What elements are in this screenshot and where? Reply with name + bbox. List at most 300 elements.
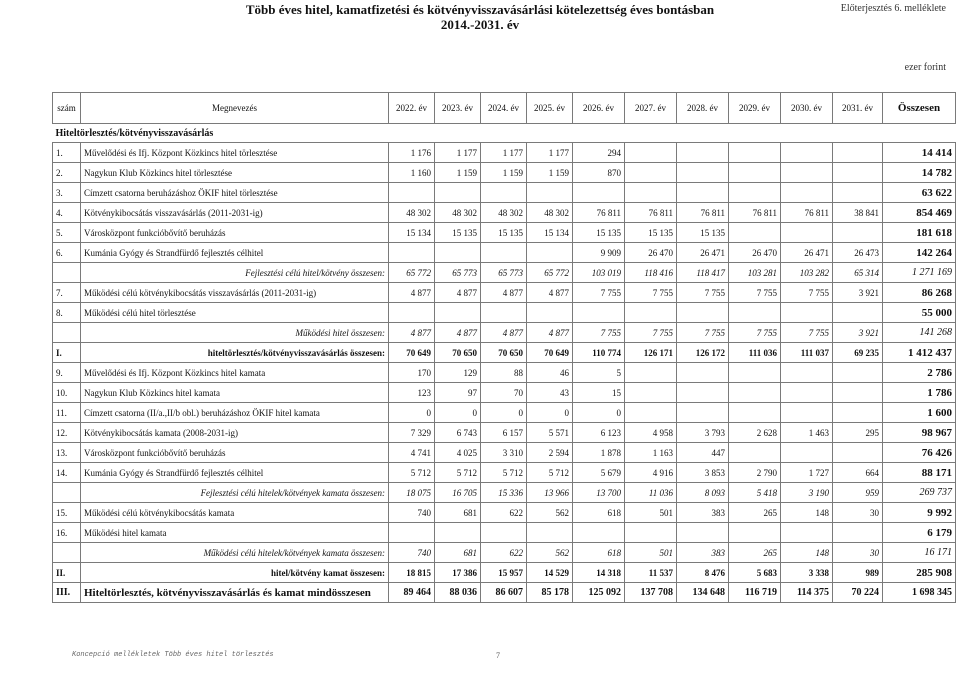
year-value-cell: 7 755 — [729, 283, 781, 303]
row-label: Nagykun Klub Közkincs hitel kamata — [81, 383, 389, 403]
row-number: 1. — [53, 143, 81, 163]
row-number — [53, 543, 81, 563]
row-number: 5. — [53, 223, 81, 243]
grand-total-row — [53, 583, 956, 603]
row-label: Városközpont funkcióbővítő beruházás — [81, 223, 389, 243]
table-row — [53, 403, 956, 423]
year-value-cell: 38 841 — [833, 203, 883, 223]
year-value-cell: 4 877 — [389, 283, 435, 303]
year-value-cell: 1 159 — [435, 163, 481, 183]
year-value-cell: 15 134 — [527, 223, 573, 243]
year-value-cell: 5 418 — [729, 483, 781, 503]
year-value-cell — [625, 523, 677, 543]
row-number: 13. — [53, 443, 81, 463]
year-value-cell — [729, 383, 781, 403]
year-value-cell: 3 793 — [677, 423, 729, 443]
year-value-cell — [389, 303, 435, 323]
year-value-cell: 17 386 — [435, 563, 481, 583]
year-value-cell: 4 877 — [527, 283, 573, 303]
table-row — [53, 203, 956, 223]
year-value-cell: 7 755 — [677, 283, 729, 303]
row-label: Fejlesztési célú hitel/kötvény összesen: — [81, 263, 389, 283]
table-row — [53, 143, 956, 163]
year-value-cell — [481, 303, 527, 323]
year-value-cell: 69 235 — [833, 343, 883, 363]
year-value-cell: 2 628 — [729, 423, 781, 443]
table-row — [53, 523, 956, 543]
table-row — [53, 243, 956, 263]
year-value-cell — [729, 143, 781, 163]
col-header-year: 2029. év — [729, 93, 781, 124]
year-value-cell: 3 190 — [781, 483, 833, 503]
year-value-cell: 383 — [677, 503, 729, 523]
year-value-cell: 11 537 — [625, 563, 677, 583]
year-value-cell: 11 036 — [625, 483, 677, 503]
subtotal-row — [53, 323, 956, 343]
year-value-cell: 1 160 — [389, 163, 435, 183]
year-value-cell: 562 — [527, 543, 573, 563]
year-value-cell: 65 314 — [833, 263, 883, 283]
row-number: 6. — [53, 243, 81, 263]
col-header-year: 2026. év — [573, 93, 625, 124]
year-value-cell: 9 909 — [573, 243, 625, 263]
year-value-cell — [781, 443, 833, 463]
total-value-cell: 1 600 — [883, 403, 956, 423]
year-value-cell: 114 375 — [781, 583, 833, 603]
year-value-cell — [625, 163, 677, 183]
year-value-cell: 5 712 — [389, 463, 435, 483]
col-header-year: 2030. év — [781, 93, 833, 124]
year-value-cell — [573, 183, 625, 203]
year-value-cell: 111 037 — [781, 343, 833, 363]
year-value-cell — [625, 403, 677, 423]
table-row — [53, 383, 956, 403]
year-value-cell — [781, 183, 833, 203]
year-value-cell: 70 224 — [833, 583, 883, 603]
year-value-cell: 26 470 — [729, 243, 781, 263]
year-value-cell — [781, 363, 833, 383]
year-value-cell: 1 177 — [527, 143, 573, 163]
year-value-cell: 15 134 — [389, 223, 435, 243]
table-row — [53, 443, 956, 463]
year-value-cell — [527, 303, 573, 323]
table-row — [53, 423, 956, 443]
year-value-cell — [833, 183, 883, 203]
year-value-cell: 501 — [625, 543, 677, 563]
year-value-cell: 148 — [781, 543, 833, 563]
row-label: Működési célú hitelek/kötvények kamata összesen: — [81, 543, 389, 563]
document-title: Több éves hitel, kamatfizetési és kötvényvisszavásárlási kötelezettség éves bontásban — [245, 2, 715, 17]
year-value-cell — [729, 163, 781, 183]
row-label: Művelődési és Ifj. Központ Közkincs hitel törlesztése — [81, 143, 389, 163]
year-value-cell — [729, 363, 781, 383]
year-value-cell: 7 755 — [625, 283, 677, 303]
year-value-cell: 15 957 — [481, 563, 527, 583]
row-number — [53, 483, 81, 503]
year-value-cell — [677, 383, 729, 403]
year-value-cell: 622 — [481, 543, 527, 563]
year-value-cell: 3 310 — [481, 443, 527, 463]
year-value-cell: 447 — [677, 443, 729, 463]
year-value-cell — [389, 183, 435, 203]
year-value-cell: 18 815 — [389, 563, 435, 583]
year-value-cell — [781, 163, 833, 183]
year-value-cell: 0 — [481, 403, 527, 423]
year-value-cell — [625, 363, 677, 383]
total-value-cell: 1 271 169 — [883, 263, 956, 283]
year-value-cell: 26 470 — [625, 243, 677, 263]
row-number — [53, 263, 81, 283]
year-value-cell: 664 — [833, 463, 883, 483]
year-value-cell: 5 712 — [527, 463, 573, 483]
total-value-cell: 98 967 — [883, 423, 956, 443]
year-value-cell: 959 — [833, 483, 883, 503]
row-number: 2. — [53, 163, 81, 183]
year-value-cell: 134 648 — [677, 583, 729, 603]
row-label: Kumánia Gyógy és Strandfürdő fejlesztés célhitel — [81, 463, 389, 483]
year-value-cell: 5 712 — [481, 463, 527, 483]
year-value-cell: 86 607 — [481, 583, 527, 603]
year-value-cell: 5 683 — [729, 563, 781, 583]
year-value-cell — [527, 183, 573, 203]
year-value-cell — [573, 523, 625, 543]
table-row — [53, 163, 956, 183]
year-value-cell — [527, 243, 573, 263]
total-row — [53, 343, 956, 363]
year-value-cell: 15 135 — [625, 223, 677, 243]
year-value-cell: 1 176 — [389, 143, 435, 163]
row-label: Működési hitel összesen: — [81, 323, 389, 343]
col-header-year: 2027. év — [625, 93, 677, 124]
row-label: Működési célú hitel törlesztése — [81, 303, 389, 323]
year-value-cell: 18 075 — [389, 483, 435, 503]
year-value-cell: 4 025 — [435, 443, 481, 463]
year-value-cell: 118 417 — [677, 263, 729, 283]
row-number — [53, 323, 81, 343]
year-value-cell: 3 921 — [833, 283, 883, 303]
total-value-cell: 16 171 — [883, 543, 956, 563]
year-value-cell: 103 282 — [781, 263, 833, 283]
total-value-cell: 6 179 — [883, 523, 956, 543]
row-label: Nagykun Klub Közkincs hitel törlesztése — [81, 163, 389, 183]
year-value-cell: 30 — [833, 543, 883, 563]
year-value-cell: 15 135 — [677, 223, 729, 243]
total-value-cell: 86 268 — [883, 283, 956, 303]
total-value-cell: 76 426 — [883, 443, 956, 463]
year-value-cell: 3 853 — [677, 463, 729, 483]
year-value-cell — [625, 383, 677, 403]
table-row — [53, 183, 956, 203]
row-number: 14. — [53, 463, 81, 483]
year-value-cell: 681 — [435, 543, 481, 563]
year-value-cell: 8 476 — [677, 563, 729, 583]
row-number: 15. — [53, 503, 81, 523]
col-header-year: 2023. év — [435, 93, 481, 124]
year-value-cell — [481, 183, 527, 203]
year-value-cell: 3 338 — [781, 563, 833, 583]
total-value-cell: 269 737 — [883, 483, 956, 503]
year-value-cell — [781, 143, 833, 163]
total-value-cell: 1 786 — [883, 383, 956, 403]
year-value-cell: 70 649 — [527, 343, 573, 363]
year-value-cell: 16 705 — [435, 483, 481, 503]
row-label: Címzett csatorna (II/a.,II/b obl.) beruházáshoz ÖKIF hitel kamata — [81, 403, 389, 423]
row-label: hitel/kötvény kamat összesen: — [81, 563, 389, 583]
year-value-cell — [781, 403, 833, 423]
year-value-cell: 4 877 — [481, 323, 527, 343]
year-value-cell: 48 302 — [527, 203, 573, 223]
year-value-cell: 0 — [389, 403, 435, 423]
year-value-cell — [833, 403, 883, 423]
total-value-cell: 55 000 — [883, 303, 956, 323]
year-value-cell: 76 811 — [573, 203, 625, 223]
year-value-cell: 48 302 — [389, 203, 435, 223]
year-value-cell: 15 135 — [481, 223, 527, 243]
year-value-cell: 70 650 — [481, 343, 527, 363]
subtotal-row — [53, 543, 956, 563]
year-value-cell: 129 — [435, 363, 481, 383]
year-value-cell — [781, 223, 833, 243]
year-value-cell — [481, 243, 527, 263]
year-value-cell: 1 463 — [781, 423, 833, 443]
year-value-cell: 26 471 — [677, 243, 729, 263]
row-label: Hiteltörlesztés, kötvényvisszavásárlás és kamat mindösszesen — [81, 583, 389, 603]
year-value-cell: 15 135 — [573, 223, 625, 243]
year-value-cell — [481, 523, 527, 543]
year-value-cell: 989 — [833, 563, 883, 583]
year-value-cell: 46 — [527, 363, 573, 383]
col-header-name: Megnevezés — [81, 93, 389, 124]
year-value-cell: 126 171 — [625, 343, 677, 363]
year-value-cell: 118 416 — [625, 263, 677, 283]
year-value-cell: 76 811 — [781, 203, 833, 223]
year-value-cell: 7 755 — [573, 283, 625, 303]
year-value-cell: 265 — [729, 543, 781, 563]
year-value-cell: 4 877 — [435, 283, 481, 303]
year-value-cell: 6 743 — [435, 423, 481, 443]
year-value-cell — [625, 143, 677, 163]
year-value-cell: 1 727 — [781, 463, 833, 483]
total-value-cell: 1 412 437 — [883, 343, 956, 363]
total-value-cell: 88 171 — [883, 463, 956, 483]
year-value-cell: 7 755 — [781, 283, 833, 303]
row-number: 16. — [53, 523, 81, 543]
year-value-cell: 7 755 — [573, 323, 625, 343]
year-value-cell: 4 877 — [435, 323, 481, 343]
unit-label: ezer forint — [904, 62, 946, 73]
table-row — [53, 503, 956, 523]
year-value-cell — [781, 303, 833, 323]
year-value-cell — [729, 523, 781, 543]
total-value-cell: 14 414 — [883, 143, 956, 163]
year-value-cell: 5 712 — [435, 463, 481, 483]
row-number: 10. — [53, 383, 81, 403]
year-value-cell: 116 719 — [729, 583, 781, 603]
year-value-cell — [677, 523, 729, 543]
col-header-year: 2025. év — [527, 93, 573, 124]
year-value-cell: 97 — [435, 383, 481, 403]
year-value-cell: 0 — [527, 403, 573, 423]
year-value-cell: 7 329 — [389, 423, 435, 443]
year-value-cell: 7 755 — [625, 323, 677, 343]
row-number: 7. — [53, 283, 81, 303]
col-header-year: 2031. év — [833, 93, 883, 124]
year-value-cell: 294 — [573, 143, 625, 163]
row-label: Kötvénykibocsátás kamata (2008-2031-ig) — [81, 423, 389, 443]
col-header-year: 2022. év — [389, 93, 435, 124]
year-value-cell: 6 157 — [481, 423, 527, 443]
year-value-cell: 0 — [435, 403, 481, 423]
table-row — [53, 463, 956, 483]
year-value-cell: 4 877 — [389, 323, 435, 343]
year-value-cell — [729, 403, 781, 423]
page-number: 7 — [496, 651, 500, 660]
year-value-cell: 65 772 — [527, 263, 573, 283]
year-value-cell: 65 772 — [389, 263, 435, 283]
year-value-cell: 5 679 — [573, 463, 625, 483]
row-label: Címzett csatorna beruházáshoz ÖKIF hitel törlesztése — [81, 183, 389, 203]
year-value-cell: 6 123 — [573, 423, 625, 443]
year-value-cell: 2 594 — [527, 443, 573, 463]
year-value-cell — [729, 183, 781, 203]
year-value-cell — [677, 303, 729, 323]
year-value-cell: 7 755 — [729, 323, 781, 343]
year-value-cell: 1 878 — [573, 443, 625, 463]
year-value-cell — [833, 223, 883, 243]
total-row — [53, 563, 956, 583]
year-value-cell: 76 811 — [677, 203, 729, 223]
year-value-cell — [833, 523, 883, 543]
year-value-cell: 123 — [389, 383, 435, 403]
total-value-cell: 141 268 — [883, 323, 956, 343]
row-label: Fejlesztési célú hitelek/kötvények kamata összesen: — [81, 483, 389, 503]
year-value-cell — [833, 303, 883, 323]
year-value-cell: 3 921 — [833, 323, 883, 343]
total-value-cell: 14 782 — [883, 163, 956, 183]
year-value-cell — [833, 383, 883, 403]
year-value-cell: 295 — [833, 423, 883, 443]
year-value-cell: 8 093 — [677, 483, 729, 503]
year-value-cell: 870 — [573, 163, 625, 183]
total-value-cell: 9 992 — [883, 503, 956, 523]
year-value-cell: 5 571 — [527, 423, 573, 443]
year-value-cell — [677, 363, 729, 383]
year-value-cell: 65 773 — [435, 263, 481, 283]
section-row — [53, 124, 956, 143]
year-value-cell: 681 — [435, 503, 481, 523]
year-value-cell — [573, 303, 625, 323]
year-value-cell: 13 700 — [573, 483, 625, 503]
row-label: Kumánia Gyógy és Strandfürdő fejlesztés célhitel — [81, 243, 389, 263]
row-number: 12. — [53, 423, 81, 443]
year-value-cell: 110 774 — [573, 343, 625, 363]
year-value-cell: 126 172 — [677, 343, 729, 363]
table-row — [53, 303, 956, 323]
year-value-cell — [677, 143, 729, 163]
year-value-cell: 501 — [625, 503, 677, 523]
year-value-cell: 85 178 — [527, 583, 573, 603]
year-value-cell: 14 529 — [527, 563, 573, 583]
year-value-cell: 15 135 — [435, 223, 481, 243]
year-value-cell: 103 281 — [729, 263, 781, 283]
year-value-cell: 103 019 — [573, 263, 625, 283]
debt-schedule-table — [52, 92, 956, 603]
year-value-cell: 618 — [573, 543, 625, 563]
year-value-cell: 562 — [527, 503, 573, 523]
year-value-cell — [833, 163, 883, 183]
row-label: hiteltörlesztés/kötvényvisszavásárlás összesen: — [81, 343, 389, 363]
year-value-cell — [729, 303, 781, 323]
row-number: 9. — [53, 363, 81, 383]
row-label: Művelődési és Ifj. Központ Közkincs hitel kamata — [81, 363, 389, 383]
total-value-cell: 854 469 — [883, 203, 956, 223]
total-value-cell: 63 622 — [883, 183, 956, 203]
col-header-year: 2024. év — [481, 93, 527, 124]
year-value-cell: 7 755 — [677, 323, 729, 343]
subtotal-row — [53, 483, 956, 503]
year-value-cell: 4 958 — [625, 423, 677, 443]
year-value-cell: 26 471 — [781, 243, 833, 263]
year-value-cell: 43 — [527, 383, 573, 403]
row-number: 4. — [53, 203, 81, 223]
year-value-cell: 4 741 — [389, 443, 435, 463]
year-value-cell: 76 811 — [625, 203, 677, 223]
total-value-cell: 181 618 — [883, 223, 956, 243]
year-value-cell: 1 159 — [527, 163, 573, 183]
year-value-cell — [781, 383, 833, 403]
document-period: 2014.-2031. év — [440, 17, 520, 32]
year-value-cell — [389, 523, 435, 543]
col-header-no: szám — [53, 93, 81, 124]
year-value-cell: 26 473 — [833, 243, 883, 263]
section-title: Hiteltörlesztés/kötvényvisszavásárlás — [53, 124, 956, 143]
year-value-cell — [625, 303, 677, 323]
year-value-cell: 1 163 — [625, 443, 677, 463]
col-header-total: Összesen — [883, 93, 956, 124]
year-value-cell — [729, 443, 781, 463]
row-number: II. — [53, 563, 81, 583]
year-value-cell — [435, 183, 481, 203]
year-value-cell: 13 966 — [527, 483, 573, 503]
year-value-cell: 70 649 — [389, 343, 435, 363]
table-row — [53, 223, 956, 243]
row-label: Működési célú kötvénykibocsátás kamata — [81, 503, 389, 523]
year-value-cell: 170 — [389, 363, 435, 383]
year-value-cell: 7 755 — [781, 323, 833, 343]
row-number: 11. — [53, 403, 81, 423]
year-value-cell: 88 — [481, 363, 527, 383]
year-value-cell: 65 773 — [481, 263, 527, 283]
year-value-cell: 89 464 — [389, 583, 435, 603]
total-value-cell: 2 786 — [883, 363, 956, 383]
year-value-cell: 76 811 — [729, 203, 781, 223]
annex-label: Előterjesztés 6. melléklete — [840, 3, 946, 14]
year-value-cell: 137 708 — [625, 583, 677, 603]
year-value-cell — [389, 243, 435, 263]
year-value-cell: 148 — [781, 503, 833, 523]
year-value-cell: 70 — [481, 383, 527, 403]
year-value-cell: 30 — [833, 503, 883, 523]
row-number: III. — [53, 583, 81, 603]
year-value-cell: 265 — [729, 503, 781, 523]
year-value-cell: 4 877 — [481, 283, 527, 303]
year-value-cell: 2 790 — [729, 463, 781, 483]
row-number: 3. — [53, 183, 81, 203]
year-value-cell — [435, 303, 481, 323]
year-value-cell: 48 302 — [481, 203, 527, 223]
total-value-cell: 142 264 — [883, 243, 956, 263]
year-value-cell: 1 177 — [481, 143, 527, 163]
